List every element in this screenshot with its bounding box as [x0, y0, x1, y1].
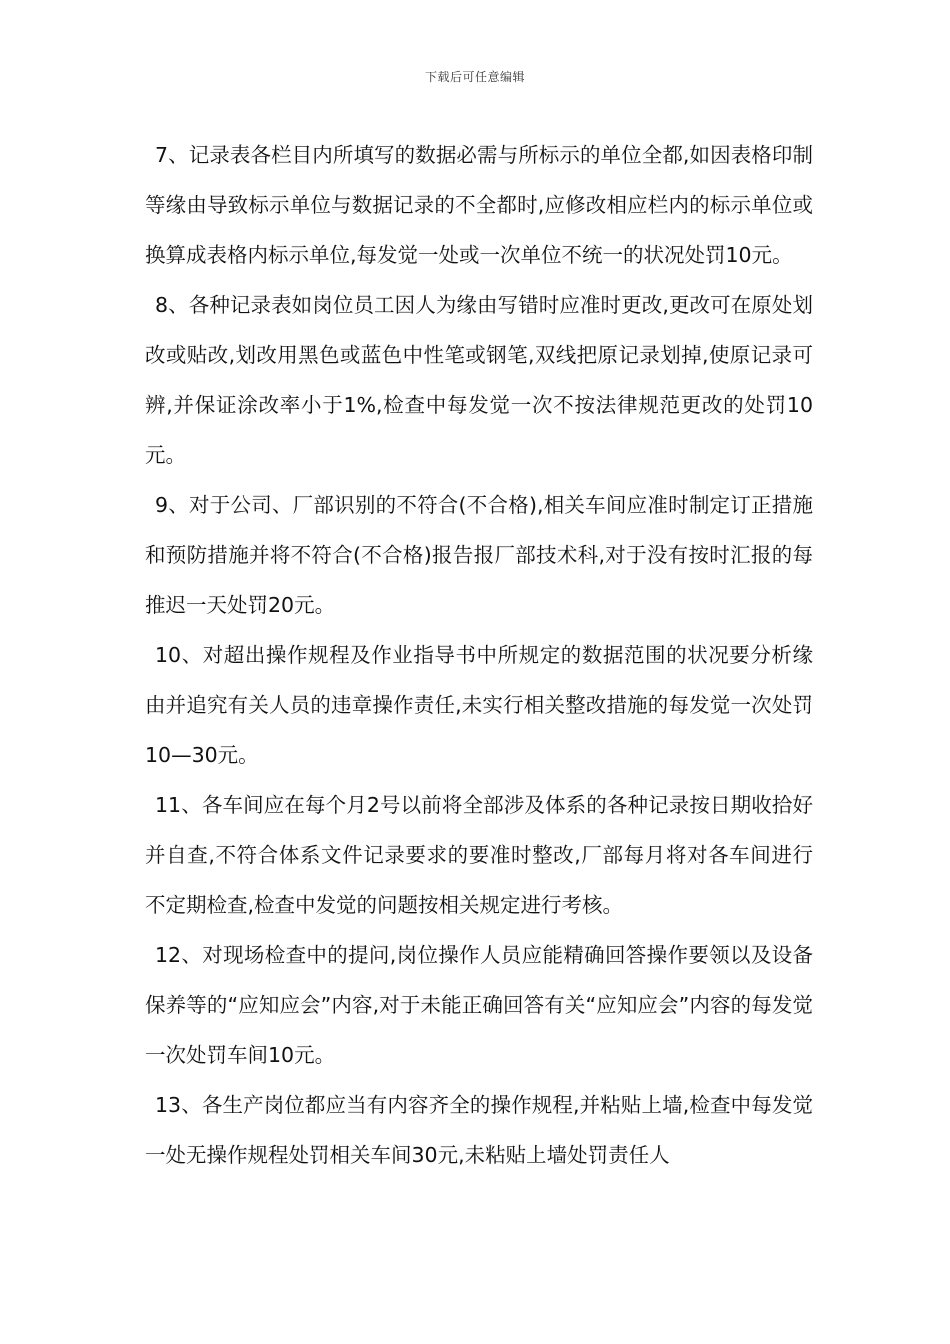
paragraph-item-13: 13、各生产岗位都应当有内容齐全的操作规程,并粘贴上墙,检查中每发觉一处无操作规程处罚相关车间30元,未粘贴上墙处罚责任人	[145, 1093, 813, 1167]
paragraph-item-11: 11、各车间应在每个月2号以前将全部涉及体系的各种记录按日期收拾好并自查,不符合体系文件记录要求的要准时整改,厂部每月将对各车间进行不定期检查,检查中发觉的问题按相关规定进行考核。	[145, 793, 813, 917]
paragraph-item-9: 9、对于公司、厂部识别的不符合(不合格),相关车间应准时制定订正措施和预防措施并将不符合(不合格)报告报厂部技术科,对于没有按时汇报的每推迟一天处罚20元。	[145, 493, 813, 617]
paragraph-item-12: 12、对现场检查中的提问,岗位操作人员应能精确回答操作要领以及设备保养等的“应知应会”内容,对于未能正确回答有关“应知应会”内容的每发觉一次处罚车间10元。	[145, 943, 813, 1067]
page-header-note: 下载后可任意编辑	[424, 70, 525, 84]
paragraph-item-8: 8、各种记录表如岗位员工因人为缘由写错时应准时更改,更改可在原处划改或贴改,划改用黑色或蓝色中性笔或钢笔,双线把原记录划掉,使原记录可辨,并保证涂改率小于1%,检查中每发觉一次不按法律规范更改的处罚10元。	[145, 293, 813, 467]
document-body	[145, 130, 813, 1180]
paragraph-item-7: 7、记录表各栏目内所填写的数据必需与所标示的单位全都,如因表格印制等缘由导致标示单位与数据记录的不全都时,应修改相应栏内的标示单位或换算成表格内标示单位,每发觉一处或一次单位不统一的状况处罚10元。	[145, 143, 813, 267]
paragraph-item-10: 10、对超出操作规程及作业指导书中所规定的数据范围的状况要分析缘由并追究有关人员的违章操作责任,未实行相关整改措施的每发觉一次处罚10—30元。	[145, 643, 813, 767]
